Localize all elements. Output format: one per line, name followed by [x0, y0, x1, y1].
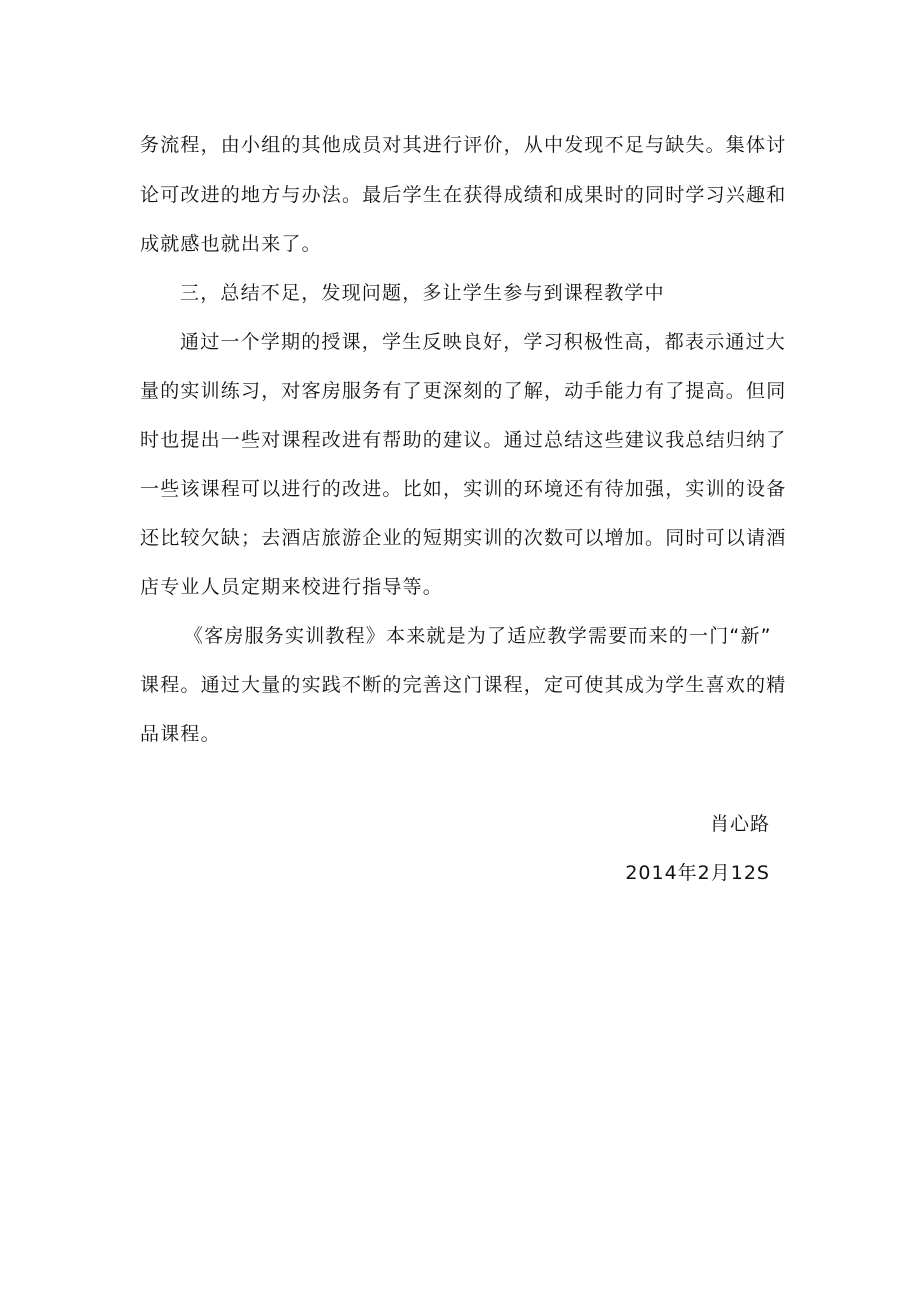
p3-line-2: 课程。通过大量的实践不断的完善这门课程，定可使其成为学生喜欢的精 [140, 674, 787, 696]
p1-line-3: 成就感也就出来了。 [140, 233, 322, 255]
p2-line-2: 量的实训练习，对客房服务有了更深刻的了解，动手能力有了提高。但同 [140, 380, 787, 402]
section-heading-3: 三，总结不足，发现问题，多让学生参与到课程教学中 [180, 282, 665, 304]
p3-line-1: 《客房服务实训教程》本来就是为了适应教学需要而来的一门“新” [184, 625, 772, 647]
p1-line-1: 务流程，由小组的其他成员对其进行评价，从中发现不足与缺失。集体讨 [140, 134, 787, 156]
signature-date: 2014年2月12S [625, 862, 770, 884]
p1-line-2: 论可改进的地方与办法。最后学生在获得成绩和成果时的同时学习兴趣和 [140, 184, 787, 206]
p2-line-5: 还比较欠缺；去酒店旅游企业的短期实训的次数可以增加。同时可以请酒 [140, 527, 787, 549]
p2-line-4: 一些该课程可以进行的改进。比如，实训的环境还有待加强，实训的设备 [140, 478, 787, 500]
signature-author: 肖心路 [709, 813, 770, 835]
p2-line-1: 通过一个学期的授课，学生反映良好，学习积极性高，都表示通过大 [180, 331, 787, 353]
p2-line-3: 时也提出一些对课程改进有帮助的建议。通过总结这些建议我总结归纳了 [140, 429, 787, 451]
p3-line-3: 品课程。 [140, 723, 221, 745]
p2-line-6: 店专业人员定期来校进行指导等。 [140, 576, 444, 598]
